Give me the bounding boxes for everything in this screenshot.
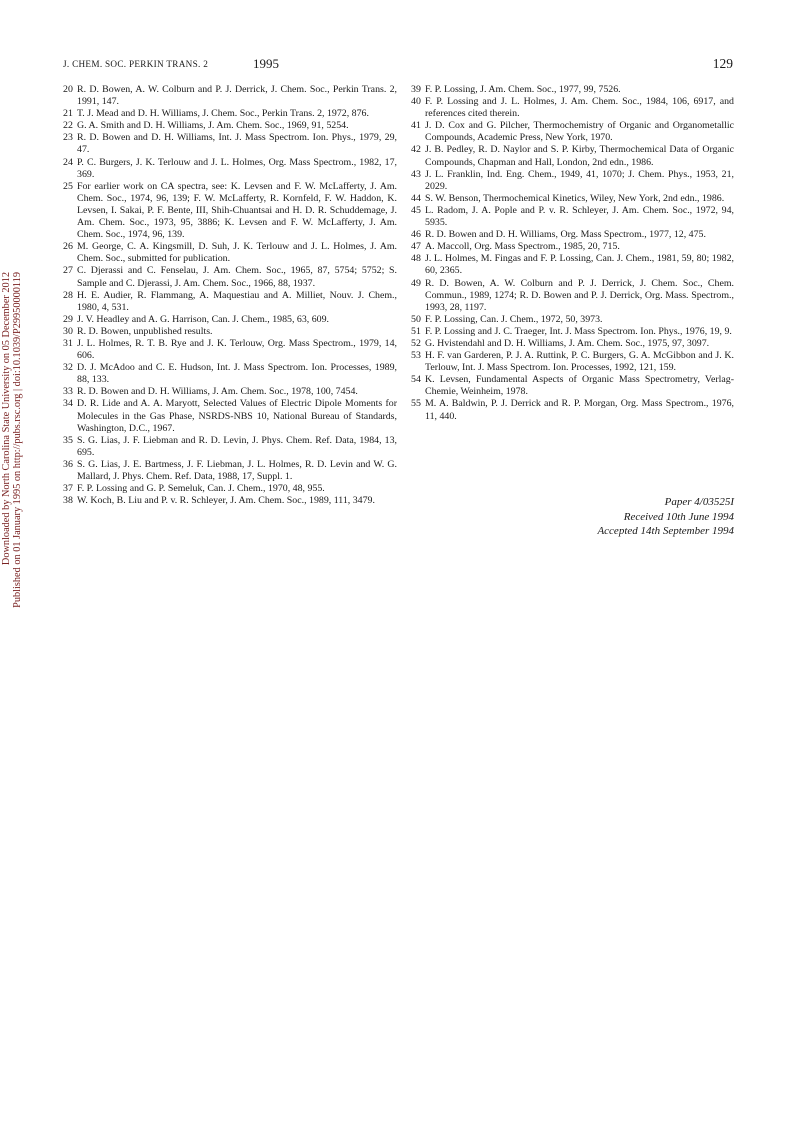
reference-number: 34 [63, 398, 73, 410]
reference-number: 51 [411, 325, 421, 337]
reference-number: 53 [411, 350, 421, 362]
reference-number: 35 [63, 434, 73, 446]
reference-item [63, 132, 397, 156]
reference-number: 48 [411, 253, 421, 265]
reference-number: 40 [411, 96, 421, 108]
reference-text: R. D. Bowen, unpublished results. [77, 325, 213, 337]
reference-text: R. D. Bowen and D. H. Williams, Org. Mass Spectrom., 1977, 12, 475. [425, 229, 706, 241]
reference-number: 25 [63, 180, 73, 192]
reference-number: 27 [63, 265, 73, 277]
reference-text: J. B. Pedley, R. D. Naylor and S. P. Kirby, Thermochemical Data of Organic Compounds, Chapman and Hall, London, 2nd edn., 1986. [425, 144, 734, 168]
reference-text: H. F. van Garderen, P. J. A. Ruttink, P. C. Burgers, G. A. McGibbon and J. K. Terlouw, Int. J. Mass Spectrom. Ion. Processes, 1992, 121, 159. [425, 350, 734, 374]
reference-number: 43 [411, 168, 421, 180]
reference-item [63, 241, 397, 265]
reference-number: 21 [63, 108, 73, 120]
reference-item [411, 314, 734, 326]
reference-item [63, 84, 397, 108]
reference-number: 36 [63, 458, 73, 470]
reference-number: 50 [411, 313, 421, 325]
reference-item [63, 181, 397, 241]
reference-item [411, 241, 734, 253]
reference-item [411, 96, 734, 120]
accepted-date: Accepted 14th September 1994 [597, 525, 734, 538]
running-head [63, 56, 733, 75]
received-date: Received 10th June 1994 [623, 510, 734, 523]
reference-number: 39 [411, 84, 421, 95]
reference-text: K. Levsen, Fundamental Aspects of Organic Mass Spectrometry, Verlag-Chemie, Weinheim, 1978. [425, 374, 734, 398]
reference-number: 26 [63, 241, 73, 253]
submission-info [597, 495, 734, 539]
references-left-column [63, 84, 397, 507]
reference-item [411, 338, 734, 350]
reference-text: J. D. Cox and G. Pilcher, Thermochemistry of Organic and Organometallic Compounds, Academic Press, New York, 1970. [425, 120, 734, 144]
paper-id: Paper 4/03525I [664, 496, 734, 508]
reference-text: J. L. Holmes, R. T. B. Rye and J. K. Terlouw, Org. Mass Spectrom., 1979, 14, 606. [77, 337, 397, 362]
reference-item [63, 362, 397, 386]
reference-text: G. A. Smith and D. H. Williams, J. Am. Chem. Soc., 1969, 91, 5254. [77, 120, 349, 132]
reference-text: G. Hvistendahl and D. H. Williams, J. Am. Chem. Soc., 1975, 97, 3097. [425, 337, 710, 349]
reference-number: 46 [411, 229, 421, 241]
reference-number: 45 [411, 204, 421, 216]
page-number: 129 [712, 56, 733, 71]
reference-item [411, 374, 734, 398]
reference-item [63, 435, 397, 459]
reference-text: S. G. Lias, J. F. Liebman and R. D. Levin, J. Phys. Chem. Ref. Data, 1984, 13, 695. [77, 434, 397, 458]
download-notice: Downloaded by North Carolina State University on 05 December 2012 [1, 272, 12, 566]
reference-item [411, 350, 734, 374]
reference-item [63, 108, 397, 120]
reference-item [411, 253, 734, 277]
reference-item [411, 205, 734, 229]
reference-text: F. P. Lossing, J. Am. Chem. Soc., 1977, 99, 7526. [425, 84, 621, 95]
reference-item [411, 169, 734, 193]
reference-number: 23 [63, 132, 73, 144]
reference-item [63, 157, 397, 181]
reference-item [63, 314, 397, 326]
reference-number: 44 [411, 192, 421, 204]
reference-item [411, 144, 734, 168]
reference-number: 37 [63, 483, 73, 495]
reference-text: J. V. Headley and A. G. Harrison, Can. J. Chem., 1985, 63, 609. [77, 313, 329, 325]
reference-text: T. J. Mead and D. H. Williams, J. Chem. Soc., Perkin Trans. 2, 1972, 876. [77, 108, 369, 120]
reference-text: R. D. Bowen, A. W. Colburn and P. J. Derrick, J. Chem. Soc., Perkin Trans. 2, 1991, 147. [77, 84, 397, 108]
reference-item [63, 495, 397, 507]
reference-text: L. Radom, J. A. Pople and P. v. R. Schleyer, J. Am. Chem. Soc., 1972, 94, 5935. [425, 204, 734, 229]
reference-text: R. D. Bowen and D. H. Williams, J. Am. Chem. Soc., 1978, 100, 7454. [77, 386, 358, 398]
reference-item [63, 483, 397, 495]
reference-text: R. D. Bowen, A. W. Colburn and P. J. Derrick, J. Chem. Soc., Chem. Commun., 1989, 1274; R. D. Bowen and P. J. Derrick, Org. Mass. Spectrom., 1993, 28, 1197. [425, 277, 734, 313]
reference-text: M. A. Baldwin, P. J. Derrick and R. P. Morgan, Org. Mass Spectrom., 1976, 11, 440. [425, 398, 734, 422]
reference-item [63, 386, 397, 398]
reference-number: 33 [63, 386, 73, 398]
journal-year: 1995 [253, 56, 279, 71]
reference-text: P. C. Burgers, J. K. Terlouw and J. L. Holmes, Org. Mass Spectrom., 1982, 17, 369. [77, 156, 397, 180]
reference-number: 20 [63, 84, 73, 95]
journal-name: J. CHEM. SOC. PERKIN TRANS. 2 [63, 59, 209, 69]
reference-item [63, 459, 397, 483]
reference-text: A. Maccoll, Org. Mass Spectrom., 1985, 20, 715. [425, 241, 620, 253]
reference-number: 54 [411, 374, 421, 386]
reference-text: M. George, C. A. Kingsmill, D. Suh, J. K. Terlouw and J. L. Holmes, J. Am. Chem. Soc., submitted for publication. [77, 241, 397, 265]
reference-text: S. W. Benson, Thermochemical Kinetics, Wiley, New York, 2nd edn., 1986. [425, 192, 725, 204]
reference-text: For earlier work on CA spectra, see: K. Levsen and F. W. McLafferty, J. Am. Chem. Soc., 1974, 96, 139; F. W. McLafferty, R. Kornfeld, F. W. Haddon, K. Levsen, I. Sakai, P. F. Bente, III, Shih-Chuantsai and H. D. R. Schuddemage, J. Am. Chem. Soc., 1973, 95, 3886; K. Levsen and F. W. McLafferty, J. Am. Chem. Soc., 1974, 96, 139. [77, 180, 397, 241]
reference-text: F. P. Lossing and J. L. Holmes, J. Am. Chem. Soc., 1984, 106, 6917, and references cited therein. [425, 96, 734, 120]
reference-number: 29 [63, 313, 73, 325]
reference-text: S. G. Lias, J. E. Bartmess, J. F. Liebman, J. L. Holmes, R. D. Levin and W. G. Mallard, J. Phys. Chem. Ref. Data, 1988, 17, Suppl. 1. [77, 458, 397, 482]
reference-number: 55 [411, 398, 421, 410]
reference-item [411, 326, 734, 338]
reference-number: 22 [63, 120, 73, 132]
reference-number: 38 [63, 495, 73, 507]
reference-number: 30 [63, 325, 73, 337]
reference-text: R. D. Bowen and D. H. Williams, Int. J. Mass Spectrom. Ion. Phys., 1979, 29, 47. [77, 132, 397, 156]
reference-text: J. L. Franklin, Ind. Eng. Chem., 1949, 41, 1070; J. Chem. Phys., 1953, 21, 2029. [425, 168, 734, 192]
reference-item [411, 398, 734, 422]
reference-item [63, 120, 397, 132]
reference-text: F. P. Lossing and J. C. Traeger, Int. J. Mass Spectrom. Ion. Phys., 1976, 19, 9. [425, 325, 732, 337]
reference-number: 41 [411, 120, 421, 132]
reference-item [411, 278, 734, 314]
reference-item [63, 290, 397, 314]
reference-item [411, 120, 734, 144]
reference-number: 31 [63, 337, 73, 349]
references-right-column [411, 84, 734, 423]
reference-number: 47 [411, 241, 421, 253]
reference-item [63, 398, 397, 434]
reference-text: J. L. Holmes, M. Fingas and F. P. Lossing, Can. J. Chem., 1981, 59, 80; 1982, 60, 2365. [425, 253, 734, 277]
reference-item [63, 326, 397, 338]
reference-item [63, 265, 397, 289]
reference-number: 52 [411, 337, 421, 349]
reference-text: C. Djerassi and C. Fenselau, J. Am. Chem. Soc., 1965, 87, 5754; 5752; S. Sample and C. Djerassi, J. Am. Chem. Soc., 1966, 88, 1937. [77, 265, 397, 289]
reference-number: 24 [63, 156, 73, 168]
download-watermark [0, 272, 22, 662]
reference-text: D. R. Lide and A. A. Maryott, Selected Values of Electric Dipole Moments for Molecules in the Gas Phase, NSRDS-NBS 10, National Bureau of Standards, Washington, D.C., 1967. [77, 398, 397, 434]
reference-number: 28 [63, 289, 73, 301]
reference-text: D. J. McAdoo and C. E. Hudson, Int. J. Mass Spectrom. Ion. Processes, 1989, 88, 133. [77, 362, 397, 386]
reference-item [411, 229, 734, 241]
reference-number: 49 [411, 277, 421, 289]
reference-number: 42 [411, 144, 421, 156]
reference-text: W. Koch, B. Liu and P. v. R. Schleyer, J. Am. Chem. Soc., 1989, 111, 3479. [77, 495, 375, 507]
reference-item [63, 338, 397, 362]
reference-item [411, 193, 734, 205]
reference-item [411, 84, 734, 96]
publication-notice: Published on 01 January 1995 on http://pubs.rsc.org | doi:10.1039/P29950000119 [12, 272, 23, 608]
reference-text: H. E. Audier, R. Flammang, A. Maquestiau and A. Milliet, Nouv. J. Chem., 1980, 4, 531. [77, 289, 397, 313]
reference-text: F. P. Lossing, Can. J. Chem., 1972, 50, 3973. [425, 313, 603, 325]
reference-number: 32 [63, 362, 73, 374]
reference-text: F. P. Lossing and G. P. Semeluk, Can. J. Chem., 1970, 48, 955. [77, 483, 325, 495]
